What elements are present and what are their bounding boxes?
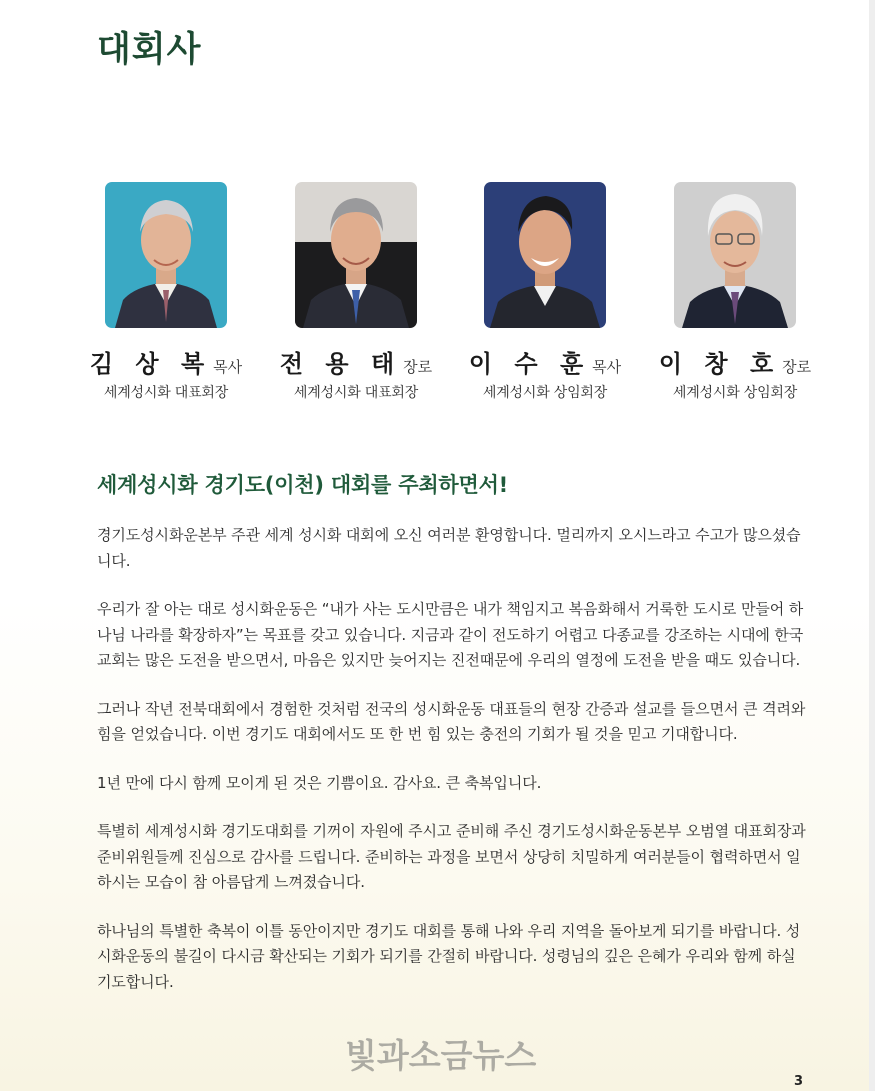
page-edge xyxy=(869,0,875,1091)
speaker-photo xyxy=(674,182,796,328)
speaker-title: 장로 xyxy=(403,358,433,376)
paragraph: 그러나 작년 전북대회에서 경험한 것처럼 전국의 성시화운동 대표들의 현장 간증과 설교를 들으면서 큰 격려와 힘을 얻었습니다. 이번 경기도 대회에서도 또 한 번 힘 있는 충전의 기회가 될 것을 믿고 기대합니다. xyxy=(97,699,806,743)
speaker-photo xyxy=(295,182,417,328)
speaker-name-row xyxy=(450,344,640,378)
speaker-role: 세계성시화 상임회장 xyxy=(672,385,798,401)
speaker-photo xyxy=(484,182,606,328)
article-heading: 세계성시화 경기도(이천) 대회를 주최하면서! xyxy=(97,473,509,497)
speaker-name-row xyxy=(71,344,261,378)
paragraph: 특별히 세계성시화 경기도대회를 기꺼이 자원에 주시고 준비해 주신 경기도성시화운동본부 오범열 대표회장과 준비위원들께 진심으로 감사를 드립니다. 준비하는 과정을 보면서 상당히 치밀하게 여러분들이 협력하면서 일하시는 모습이 참 아름답게 느껴졌습니다. xyxy=(97,822,806,891)
speaker-role: 세계성시화 대표회장 xyxy=(293,385,419,401)
paragraph: 하나님의 특별한 축복이 이틀 동안이지만 경기도 대회를 통해 나와 우리 지역을 돌아보게 되기를 바랍니다. 성시화운동의 불길이 다시금 확산되는 기회가 되기를 간절히 바랍니다. 성령님의 깊은 은혜가 우리와 함께 하실 기도합니다. xyxy=(97,921,801,991)
speaker-card xyxy=(640,182,830,402)
speaker-title: 목사 xyxy=(213,358,243,376)
paragraph: 우리가 잘 아는 대로 성시화운동은 “내가 사는 도시만큼은 내가 책임지고 복음화해서 거룩한 도시로 만들어 하나님 나라를 확장하자”는 목표를 갖고 있습니다. 지금과 같이 전도하기 어렵고 다종교를 강조하는 시대에 한국교회는 많은 도전을 받으면서, 마음은 있지만 늦어지는 진전때문에 우리의 열정에 도전을 받을 때도 있습니다. xyxy=(97,600,804,669)
speaker-title: 장로 xyxy=(782,358,812,376)
watermark: 빛과소금뉴스 xyxy=(345,1036,537,1075)
speaker-name: 김 상 복 xyxy=(89,349,212,378)
speakers-section xyxy=(0,182,875,422)
speaker-name: 전 용 태 xyxy=(279,349,402,378)
paragraph: 경기도성시화운본부 주관 세계 성시화 대회에 오신 여러분 환영합니다. 멀리까지 오시느라고 수고가 많으셨습니다. xyxy=(97,526,801,570)
speaker-name: 이 수 훈 xyxy=(468,349,591,378)
speaker-card xyxy=(261,182,451,402)
speaker-name-row xyxy=(640,344,830,378)
page-title: 대회사 xyxy=(97,30,202,70)
speaker-name-row xyxy=(261,344,451,378)
speaker-role: 세계성시화 대표회장 xyxy=(103,385,229,401)
speaker-name: 이 창 호 xyxy=(658,349,781,378)
speaker-card xyxy=(450,182,640,402)
speaker-title: 목사 xyxy=(592,358,622,376)
paragraph: 1년 만에 다시 함께 모이게 된 것은 기쁨이요. 감사요. 큰 축복입니다. xyxy=(97,773,542,792)
speaker-photo xyxy=(105,182,227,328)
page-number: 3 xyxy=(793,1074,803,1089)
speaker-card xyxy=(71,182,261,402)
article-body xyxy=(97,523,809,1018)
speaker-role: 세계성시화 상임회장 xyxy=(482,385,608,401)
